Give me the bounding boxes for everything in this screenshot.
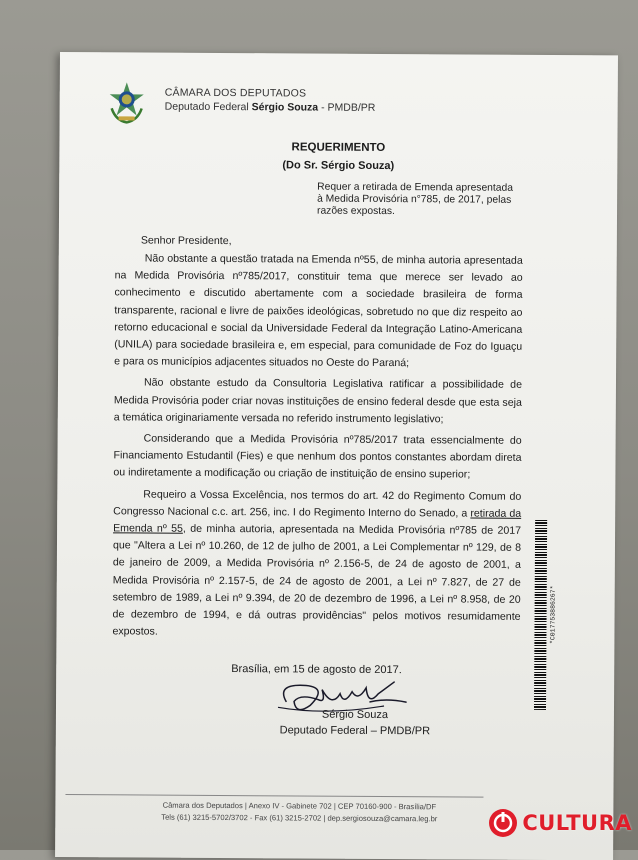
document-date: Brasília, em 15 de agosto de 2017. xyxy=(231,663,402,677)
paragraph-2: Não obstante estudo da Consultoria Legislativa ratificar a possibilidade de Medida Provisória poder criar novas instituições de ensino federal desde que esta seja a temática originariamente versada no referido instrumento legislativo; xyxy=(113,376,523,426)
request-text-after: , de minha autoria, apresentada na Medida Provisória nº785 de 2017 que "Altera a Lei nº 10.260, de 12 de julho de 2001, a Lei Complementar nº 129, de 8 de janeiro de 2009, a Medida Provisória nº 2.156-5, de 24 de agosto de 2001, a Medida Provisória nº 2.157-5, de 24 de agosto de 2001, a Lei nº 7.827, de 27 de setembro de 1989, a Lei nº 9.394, de 20 de dezembro de 1996, a Lei nº 8.958, de 20 de dezembro de 1994, e dá outras providências" pelos motivos resumidamente expostos. xyxy=(112,522,522,638)
document-page xyxy=(55,52,618,860)
salutation: Senhor Presidente, xyxy=(140,234,232,248)
paragraph-1: Não obstante a questão tratada na Emenda nº55, de minha autoria apresentada na Medida Provisória nº785/2017, constituir tema que merece ser levado ao conhecimento e discutido abertamente com a sociedade brasileira de forma transparente, racional e livre de paixões ideológicas, sobretudo no que diz respeito ao retorno educacional e social da Universidade Federal da Integração Latino-Americana (UNILA) para sociedade brasileira e, em especial, para comunidade de Foz do Iguaçu e para os municípios adjacentes situados no Oeste do Paraná; xyxy=(114,252,523,370)
header-dep-suffix: - PMDB/PR xyxy=(321,101,376,114)
header-dep-name: Sérgio Souza xyxy=(251,101,319,114)
header-dep-prefix: Deputado Federal xyxy=(164,100,249,114)
footer-address: Câmara dos Deputados | Anexo IV - Gabinete 702 | CEP 70160-900 - Brasília/DF xyxy=(162,800,437,812)
footer-divider xyxy=(65,794,483,798)
document-subtitle: (Do Sr. Sérgio Souza) xyxy=(282,159,395,173)
document-title: REQUERIMENTO xyxy=(291,141,386,154)
document-body xyxy=(112,250,522,643)
cultura-watermark xyxy=(488,808,632,838)
request-text-before: Requeiro a Vossa Excelência, nos termos do art. 42 do Regimento Comum do Congresso Nacional c.c. art. 256, inc. I do Regimento Interno do Senado, a xyxy=(113,488,522,520)
barcode-number: *C017753886267* xyxy=(549,585,557,645)
ementa-summary: Requer a retirada de Emenda apresentada à Medida Provisória n°785, de 2017, pelas razões expostas. xyxy=(316,181,513,218)
paragraph-request xyxy=(112,486,521,643)
watermark-text: CULTURA xyxy=(522,811,632,835)
header-deputy xyxy=(165,101,376,114)
signer-role: Deputado Federal – PMDB/PR xyxy=(279,724,431,738)
footer-contact: Tels (61) 3215-5702/3702 - Fax (61) 3215-2702 | dep.sergiosouza@camara.leg.br xyxy=(161,812,438,824)
cultura-logo-icon xyxy=(488,808,518,838)
header-org: CÂMARA DOS DEPUTADOS xyxy=(164,86,307,100)
brazil-coat-of-arms-icon xyxy=(106,80,148,124)
paragraph-3: Considerando que a Medida Provisória nº785/2017 trata essencialmente do Financiamento Estudantil (Fies) e que nenhum dos pontos constantes abordam direta ou indiretamente a modificação ou criação de instituição de ensino superior; xyxy=(113,432,522,481)
barcode xyxy=(534,520,547,710)
request-text-underlined: retirada da Emenda nº 55 xyxy=(113,507,522,535)
signer-name: Sérgio Souza xyxy=(321,708,389,722)
